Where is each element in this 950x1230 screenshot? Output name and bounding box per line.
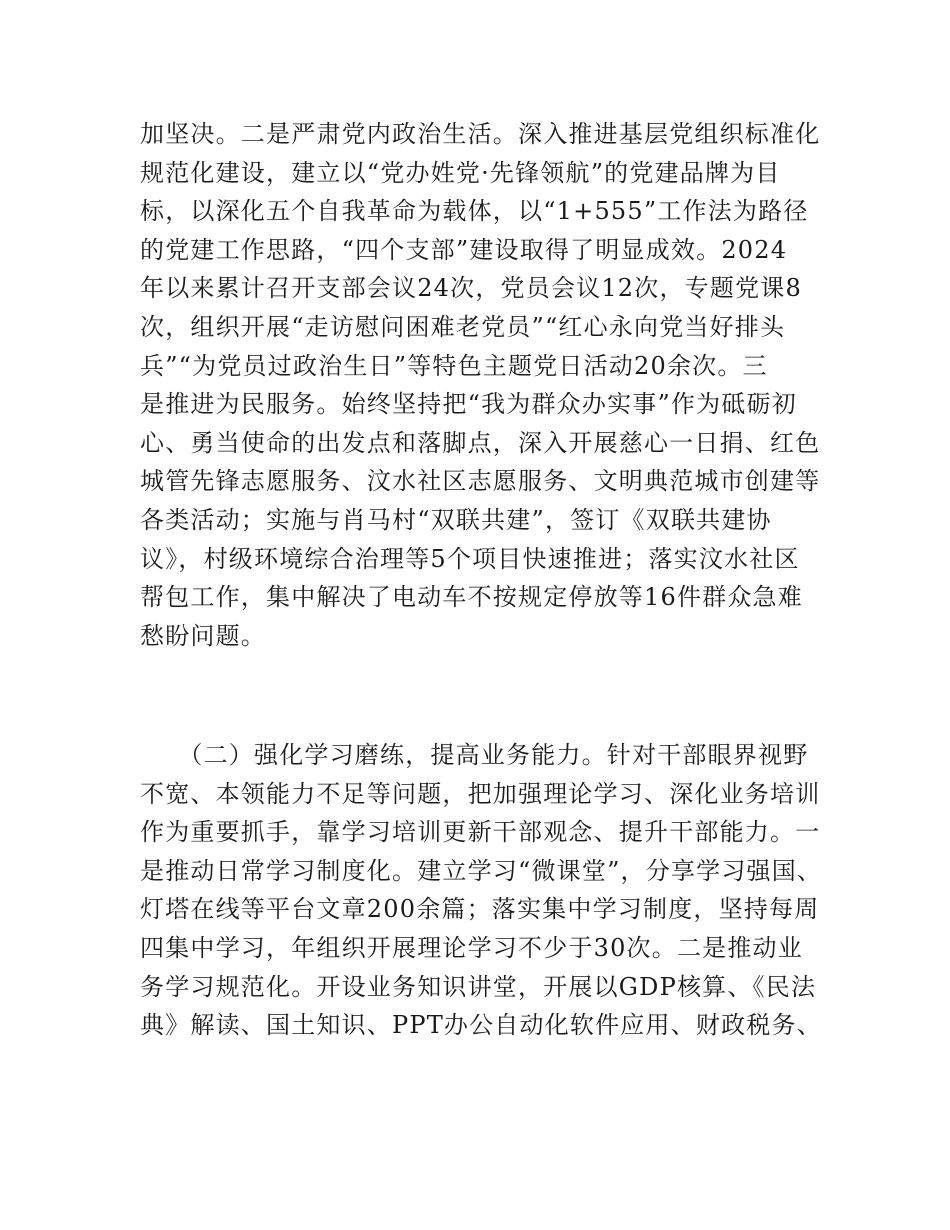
text-line: 的党建工作思路，“四个支部”建设取得了明显成效。2024 xyxy=(140,235,788,264)
text-line: 是推动日常学习制度化。建立学习“微课堂”，分享学习强国、 xyxy=(140,856,823,885)
text-line: 作为重要抓手，靠学习培训更新干部观念、提升干部能力。一 xyxy=(140,818,821,847)
text-line: 愁盼问题。 xyxy=(140,621,266,650)
text-line: 心、勇当使命的出发点和落脚点，深入开展慈心一日捐、红色 xyxy=(140,428,821,457)
text-line: 议》，村级环境综合治理等5个项目快速推进；落实汶水社区 xyxy=(140,544,800,573)
text-line: （二）强化学习磨练，提高业务能力。针对干部眼界视野 xyxy=(140,741,809,769)
text-line: 是推进为民服务。始终坚持把“我为群众办实事”作为砥砺初 xyxy=(140,390,797,419)
text-line: 不宽、本领能力不足等问题，把加强理论学习、深化业务培训 xyxy=(140,779,821,808)
text-line: 各类活动；实施与肖马村“双联共建”，签订《双联共建协 xyxy=(140,505,772,534)
text-line: 次，组织开展“走访慰问困难老党员”“红心永向党当好排头 xyxy=(140,312,786,341)
paragraph-party-building xyxy=(140,115,830,655)
text-line: 规范化建设，建立以“党办姓党·先锋领航”的党建品牌为目 xyxy=(140,158,781,187)
text-line: 加坚决。二是严肃党内政治生活。深入推进基层党组织标准化 xyxy=(140,120,821,148)
text-line: 年以来累计召开支部会议24次，党员会议12次，专题党课8 xyxy=(140,274,802,303)
text-line: 兵”“为党员过政治生日”等特色主题党日活动20余次。三 xyxy=(140,351,768,380)
text-line: 务学习规范化。开设业务知识讲堂，开展以GDP核算、《民法 xyxy=(140,972,817,1001)
paragraph-study-training xyxy=(140,736,830,1045)
text-line: 标，以深化五个自我革命为载体，以“1+555”工作法为路径 xyxy=(140,197,809,226)
text-line: 帮包工作，集中解决了电动车不按规定停放等16件群众急难 xyxy=(140,583,803,612)
text-line: 典》解读、国土知识、PPT办公自动化软件应用、财政税务、 xyxy=(140,1011,822,1040)
text-line: 四集中学习，年组织开展理论学习不少于30次。二是推动业 xyxy=(140,933,803,962)
text-line: 灯塔在线等平台文章200余篇；落实集中学习制度，坚持每周 xyxy=(140,895,820,924)
text-line: 城管先锋志愿服务、汶水社区志愿服务、文明典范城市创建等 xyxy=(140,467,821,496)
